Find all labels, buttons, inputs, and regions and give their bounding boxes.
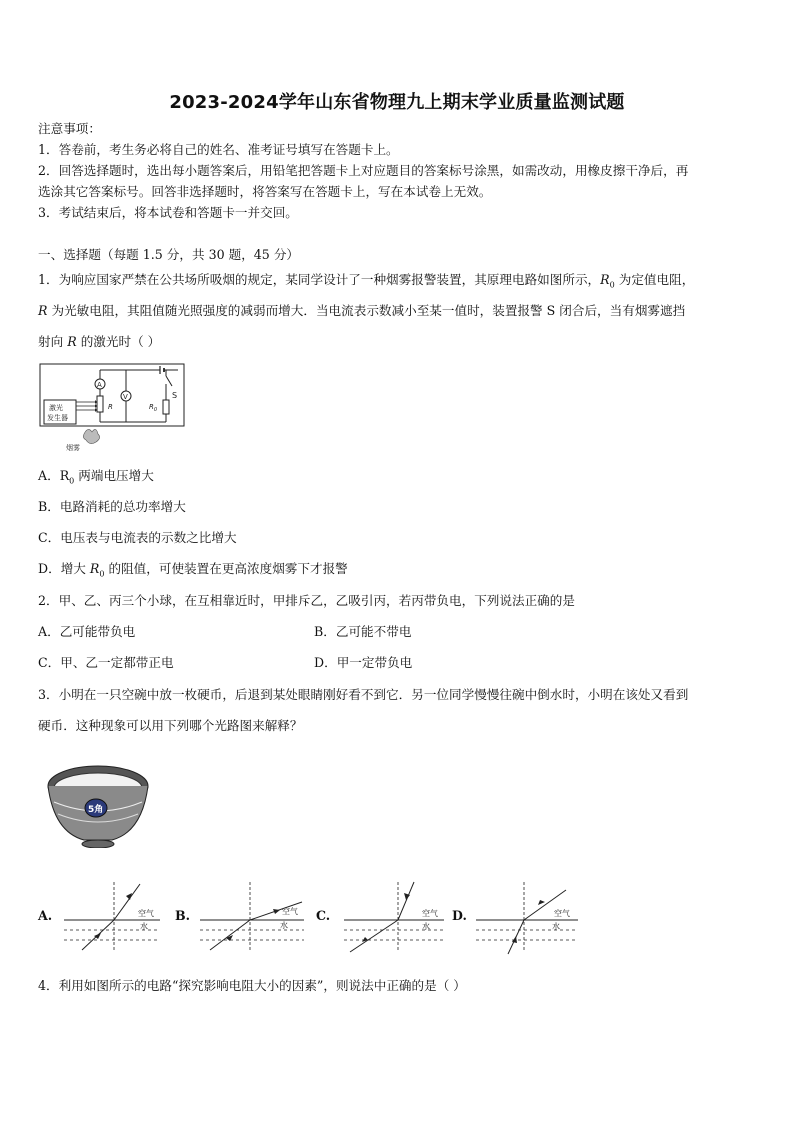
svg-text:水: 水: [552, 922, 560, 931]
q3-figure-d-label: D.: [452, 908, 467, 923]
q1-option-a: A．$R_0$ 两端电压增大: [38, 468, 154, 486]
q1-stem-line-1: 1．为响应国家严禁在公共场所吸烟的规定，某同学设计了一种烟雾报警装置，其原理电路如图所示，$R_0$ 为定值电阻，: [38, 272, 695, 290]
svg-text:R0: $R_0$: [149, 403, 158, 413]
q3-figure-c-label: C.: [316, 908, 331, 923]
q2-option-a: A．乙可能带负电: [38, 624, 136, 639]
q4-stem: 4．利用如图所示的电路“探究影响电阻大小的因素”，则说法中正确的是（ ）: [38, 978, 466, 993]
q3-figure-b: [196, 878, 308, 956]
svg-text:空气: 空气: [138, 909, 154, 918]
page-title: 2023-2024学年山东省物理九上期末学业质量监测试题: [169, 92, 625, 113]
svg-text:水: 水: [280, 921, 288, 930]
notice-item-1: 1．答卷前，考生务必将自己的姓名、准考证号填写在答题卡上。: [38, 142, 399, 157]
q1-stem-line-3: 射向 R 的激光时（ ）: [38, 334, 161, 349]
svg-text:水: 水: [422, 922, 430, 931]
notice-item-2-line-1: 2．回答选择题时，选出每小题答案后，用铅笔把答题卡上对应题目的答案标号涂黑，如需改动，用橡皮擦干净后，再: [38, 163, 689, 178]
q1-stem-line-2: R 为光敏电阻，其阻值随光照强度的减弱而增大．当电流表示数减小至某一值时，装置报警 S 闭合后，当有烟雾遮挡: [38, 303, 686, 318]
svg-text:烟雾: 烟雾: [66, 444, 80, 452]
svg-text:A: A: [97, 381, 102, 389]
q2-option-d: D．甲一定带负电: [314, 655, 413, 670]
bowl-with-coin-figure: [44, 762, 152, 848]
svg-text:5角: 5角: [88, 805, 104, 815]
smoke-icon: [83, 429, 99, 443]
svg-text:发生器: 发生器: [47, 414, 68, 422]
svg-text:激光: 激光: [49, 404, 63, 412]
photoresistor-r: [97, 396, 103, 412]
q3-stem-line-1: 3．小明在一只空碗中放一枚硬币，后退到某处眼睛刚好看不到它．另一位同学慢慢往碗中倒水时，小明在该处又看到: [38, 687, 689, 702]
svg-text:空气: 空气: [282, 907, 298, 916]
q1-option-b: B．电路消耗的总功率增大: [38, 499, 186, 514]
q1-circuit-figure: [38, 362, 188, 454]
q3-figure-b-label: B.: [175, 908, 191, 923]
switch-label: S: [172, 391, 178, 400]
q3-figure-a: [60, 878, 164, 956]
svg-text:空气: 空气: [554, 909, 570, 918]
q3-figure-a-label: A.: [38, 908, 53, 923]
q3-figure-d: [472, 878, 582, 956]
q3-stem-line-2: 硬币．这种现象可以用下列哪个光路图来解释？: [38, 718, 303, 733]
svg-text:V: V: [123, 393, 128, 401]
notice-item-3: 3．考试结束后，将本试卷和答题卡一并交回。: [38, 205, 298, 220]
switch-s: [166, 376, 172, 386]
svg-text:空气: 空气: [422, 909, 438, 918]
q1-option-d: D．增大 $R_0$ 的阻值，可使装置在更高浓度烟雾下才报警: [38, 561, 348, 579]
svg-text:R: R: [108, 403, 113, 411]
notice-heading: 注意事项：: [38, 121, 101, 136]
q3-figure-c: [340, 878, 448, 956]
q2-stem: 2．甲、乙、丙三个小球，在互相靠近时，甲排斥乙，乙吸引丙，若丙带负电，下列说法正确的是: [38, 593, 575, 608]
section-heading: 一、选择题（每题 1.5 分，共 30 题，45 分）: [38, 247, 300, 262]
svg-text:水: 水: [140, 922, 148, 931]
q2-option-c: C．甲、乙一定都带正电: [38, 655, 174, 670]
notice-item-2-line-2: 选涂其它答案标号。回答非选择题时，将答案写在答题卡上，写在本试卷上无效。: [38, 184, 492, 199]
resistor-r0: [163, 400, 169, 414]
q1-option-c: C．电压表与电流表的示数之比增大: [38, 530, 237, 545]
q2-option-b: B．乙可能不带电: [314, 624, 412, 639]
